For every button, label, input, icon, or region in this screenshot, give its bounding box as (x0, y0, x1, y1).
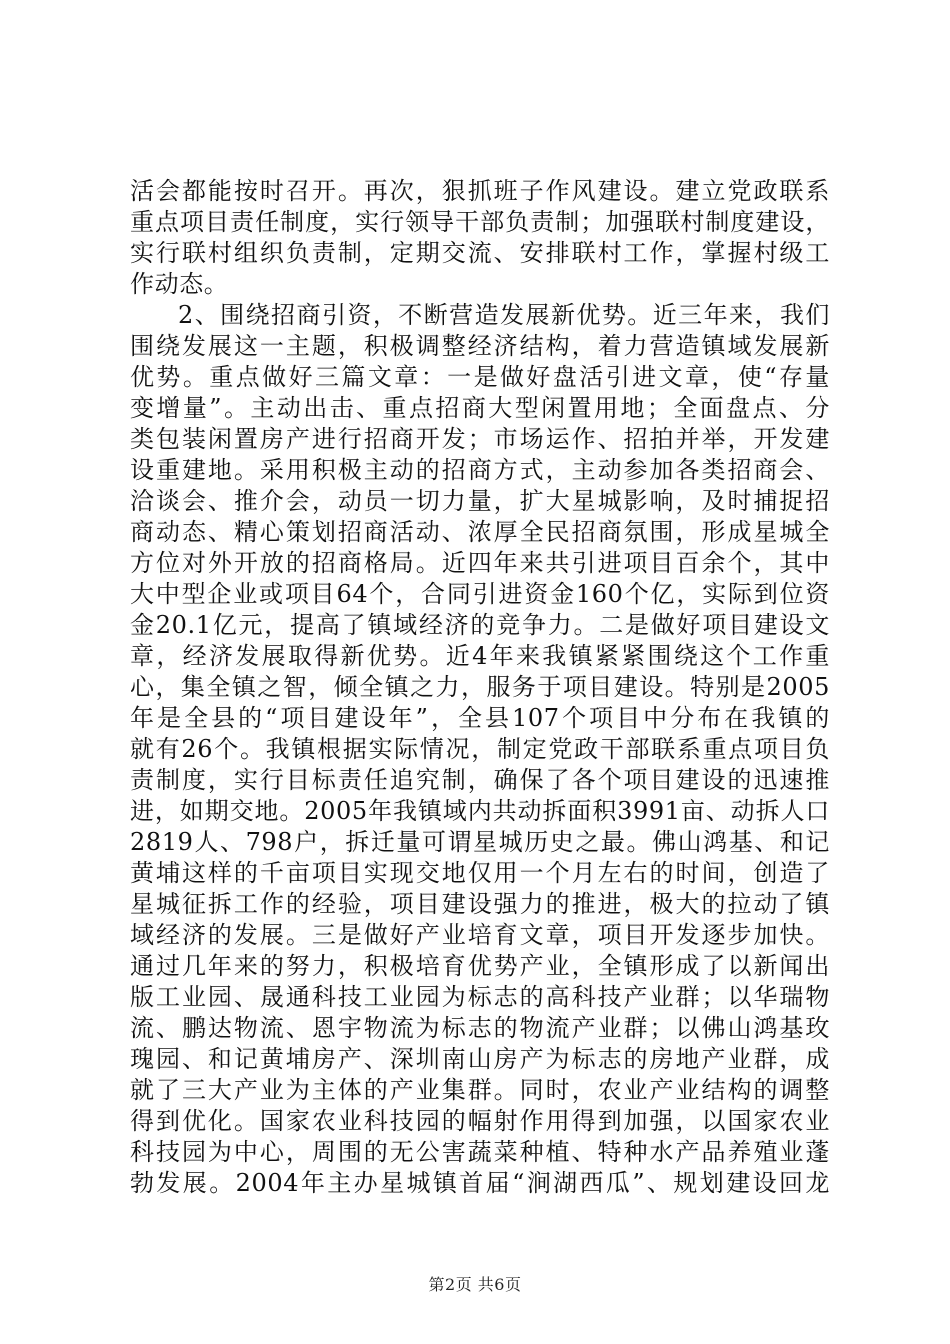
text-line: 心，集全镇之智，倾全镇之力，服务于项目建设。特别是2005 (130, 673, 830, 701)
text-line: 大中型企业或项目64个，合同引进资金160个亿，实际到位资 (130, 580, 830, 608)
text-line: 就有26个。我镇根据实际情况，制定党政干部联系重点项目负 (130, 735, 830, 763)
text-line: 黄埔这样的千亩项目实现交地仅用一个月左右的时间，创造了 (130, 859, 830, 887)
text-line: 责制度，实行目标责任追究制，确保了各个项目建设的迅速推 (130, 766, 830, 794)
text-line: 商动态、精心策划招商活动、浓厚全民招商氛围，形成星城全 (130, 518, 830, 546)
page-number-footer: 第2页 共6页 (428, 1275, 522, 1294)
text-line: 洽谈会、推介会，动员一切力量，扩大星城影响，及时捕捉招 (130, 487, 830, 515)
text-line: 年是全县的“项目建设年”，全县107个项目中分布在我镇的 (130, 704, 830, 732)
text-line: 方位对外开放的招商格局。近四年来共引进项目百余个，其中 (130, 549, 830, 577)
text-line: 优势。重点做好三篇文章：一是做好盘活引进文章，使“存量 (130, 363, 830, 391)
text-line: 通过几年来的努力，积极培育优势产业，全镇形成了以新闻出 (130, 952, 830, 980)
text-line: 星城征拆工作的经验，项目建设强力的推进，极大的拉动了镇 (130, 890, 830, 918)
text-line: 版工业园、晟通科技工业园为标志的高科技产业群；以华瑞物 (130, 983, 830, 1011)
text-line: 流、鹏达物流、恩宇物流为标志的物流产业群；以佛山鸿基玫 (130, 1014, 830, 1042)
text-line: 瑰园、和记黄埔房产、深圳南山房产为标志的房地产业群，成 (130, 1045, 830, 1073)
body-text (130, 176, 830, 1199)
text-line: 实行联村组织负责制，定期交流、安排联村工作，掌握村级工 (130, 239, 830, 267)
text-line: 章，经济发展取得新优势。近4年来我镇紧紧围绕这个工作重 (130, 642, 830, 670)
text-line: 域经济的发展。三是做好产业培育文章，项目开发逐步加快。 (130, 921, 830, 949)
text-line: 围绕发展这一主题，积极调整经济结构，着力营造镇域发展新 (130, 332, 830, 360)
text-line: 活会都能按时召开。再次，狠抓班子作风建设。建立党政联系 (130, 177, 830, 205)
text-line: 进，如期交地。2005年我镇域内共动拆面积3991亩、动拆人口 (130, 797, 830, 825)
text-line: 2819人、798户，拆迁量可谓星城历史之最。佛山鸿基、和记 (130, 828, 830, 856)
text-line: 变增量”。主动出击、重点招商大型闲置用地；全面盘点、分 (130, 394, 830, 422)
text-line: 作动态。 (130, 270, 229, 298)
text-line: 科技园为中心，周围的无公害蔬菜种植、特种水产品养殖业蓬 (130, 1138, 830, 1166)
text-line: 类包装闲置房产进行招商开发；市场运作、招拍并举，开发建 (130, 425, 830, 453)
text-line: 金20.1亿元，提高了镇域经济的竞争力。二是做好项目建设文 (130, 611, 830, 639)
paragraph-start-line: 2、围绕招商引资，不断营造发展新优势。近三年来，我们 (178, 301, 830, 329)
text-line: 重点项目责任制度，实行领导干部负责制；加强联村制度建设， (130, 208, 830, 236)
text-line: 设重建地。采用积极主动的招商方式，主动参加各类招商会、 (130, 456, 830, 484)
text-line: 就了三大产业为主体的产业集群。同时，农业产业结构的调整 (130, 1076, 830, 1104)
text-line: 得到优化。国家农业科技园的幅射作用得到加强，以国家农业 (130, 1107, 830, 1135)
text-line: 勃发展。2004年主办星城镇首届“涧湖西瓜”、规划建设回龙 (130, 1169, 830, 1197)
